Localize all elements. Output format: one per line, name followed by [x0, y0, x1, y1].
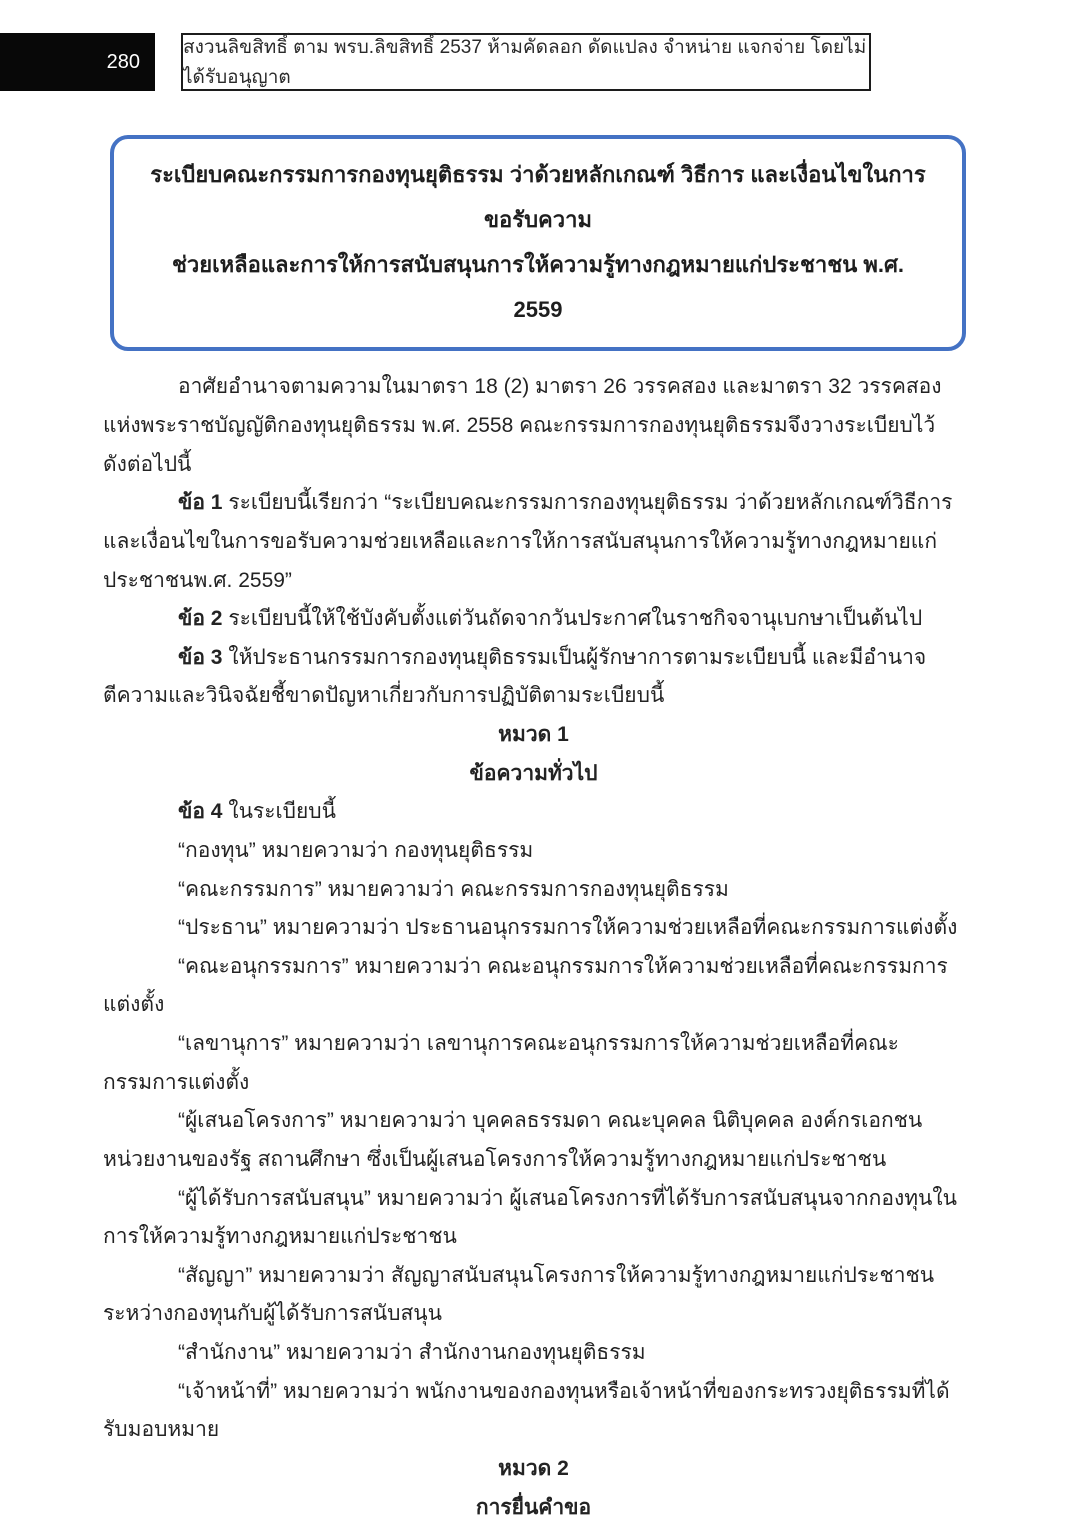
body-paragraph: อาศัยอำนาจตามความในมาตรา 18 (2) มาตรา 26 วรรคสอง และมาตรา 32 วรรคสองแห่งพระราชบัญญัติกองทุนยุติธรรม พ.ศ. 2558 คณะกรรมการกองทุนยุติธรรมจึงวางระเบียบไว้ ดังต่อไปนี้ — [103, 375, 942, 476]
body-paragraph: “เลขานุการ” หมายความว่า เลขานุการคณะอนุกรรมการให้ความช่วยเหลือที่คณะกรรมการแต่งตั้ง — [103, 1032, 899, 1094]
section-heading: ข้อความทั่วไป — [469, 761, 598, 785]
body-paragraph: “คณะอนุกรรมการ” หมายความว่า คณะอนุกรรมการให้ความช่วยเหลือที่คณะกรรมการแต่งตั้ง — [103, 954, 948, 1017]
body-paragraph: “คณะกรรมการ” หมายความว่า คณะกรรมการกองทุนยุติธรรม — [178, 877, 729, 901]
body-paragraph: ข้อ 4 ในระเบียบนี้ — [178, 800, 336, 824]
copyright-notice-box — [181, 33, 871, 91]
clause-number: ข้อ 3 — [178, 645, 223, 669]
body-paragraph: “เจ้าหน้าที่” หมายความว่า พนักงานของกองทุนหรือเจ้าหน้าที่ของกระทรวงยุติธรรมที่ได้รับมอบหมาย — [103, 1379, 950, 1442]
body-paragraph: ข้อ 2 ระเบียบนี้ให้ใช้บังคับตั้งแต่วันถัดจากวันประกาศในราชกิจจานุเบกษาเป็นต้นไป — [178, 607, 923, 631]
body-paragraph: “สัญญา” หมายความว่า สัญญาสนับสนุนโครงการให้ความรู้ทางกฎหมายแก่ประชาชนระหว่างกองทุนกับผู้ได้รับการสนับสนุน — [103, 1263, 935, 1326]
body-paragraph: “ผู้เสนอโครงการ” หมายความว่า บุคคลธรรมดา คณะบุคคล นิติบุคคล องค์กรเอกชนหน่วยงานของรัฐ สถานศึกษา ซึ่งเป็นผู้เสนอโครงการให้ความรู้ทางกฎหมายแก่ประชาชน — [103, 1109, 923, 1171]
regulation-title-line-2: ช่วยเหลือและการให้การสนับสนุนการให้ความรู้ทางกฎหมายแก่ประชาชน พ.ศ. 2559 — [171, 252, 905, 323]
section-heading: หมวด 2 — [498, 1456, 569, 1480]
clause-number: ข้อ 1 — [178, 491, 223, 515]
section-heading: หมวด 1 — [498, 723, 569, 746]
copyright-notice: สงวนลิขสิทธิ์ ตาม พรบ.ลิขสิทธิ์ 2537 ห้ามคัดลอก ดัดแปลง จำหน่าย แจกจ่าย โดยไม่ได้รับอนุญาต — [183, 37, 867, 88]
regulation-title-box — [110, 135, 966, 351]
section-heading: การยื่นคำขอ — [475, 1495, 592, 1519]
body-paragraph: “สำนักงาน” หมายความว่า สำนักงานกองทุนยุติธรรม — [178, 1341, 646, 1364]
document-body — [0, 351, 1076, 1522]
body-paragraph: “กองทุน” หมายความว่า กองทุนยุติธรรม — [178, 838, 534, 862]
body-paragraph: “ผู้ได้รับการสนับสนุน” หมายความว่า ผู้เสนอโครงการที่ได้รับการสนับสนุนจากกองทุนในการให้ความรู้ทางกฎหมายแก่ประชาชน — [103, 1186, 958, 1249]
regulation-title-line-1: ระเบียบคณะกรรมการกองทุนยุติธรรม ว่าด้วยหลักเกณฑ์ วิธีการ และเงื่อนไขในการขอรับความ — [150, 162, 926, 233]
body-paragraph: “ประธาน” หมายความว่า ประธานอนุกรรมการให้ความช่วยเหลือที่คณะกรรมการแต่งตั้ง — [178, 916, 958, 940]
body-paragraph: ข้อ 3 ให้ประธานกรรมการกองทุนยุติธรรมเป็นผู้รักษาการตามระเบียบนี้ และมีอำนาจตีความและวินิจฉัยชี้ขาดปัญหาเกี่ยวกับการปฏิบัติตามระเบียบนี้ — [103, 645, 927, 708]
body-paragraph: ข้อ 1 ระเบียบนี้เรียกว่า “ระเบียบคณะกรรมการกองทุนยุติธรรม ว่าด้วยหลักเกณฑ์วิธีการ และเงื่อนไขในการขอรับความช่วยเหลือและการให้การสนับสนุนการให้ความรู้ทางกฎหมายแก่ประชาชนพ.ศ. 2559” — [103, 491, 953, 592]
page-number-box — [0, 33, 155, 91]
page-header — [0, 33, 1076, 91]
page-number: 280 — [106, 50, 140, 73]
clause-number: ข้อ 4 — [178, 800, 223, 824]
clause-number: ข้อ 2 — [178, 607, 223, 631]
